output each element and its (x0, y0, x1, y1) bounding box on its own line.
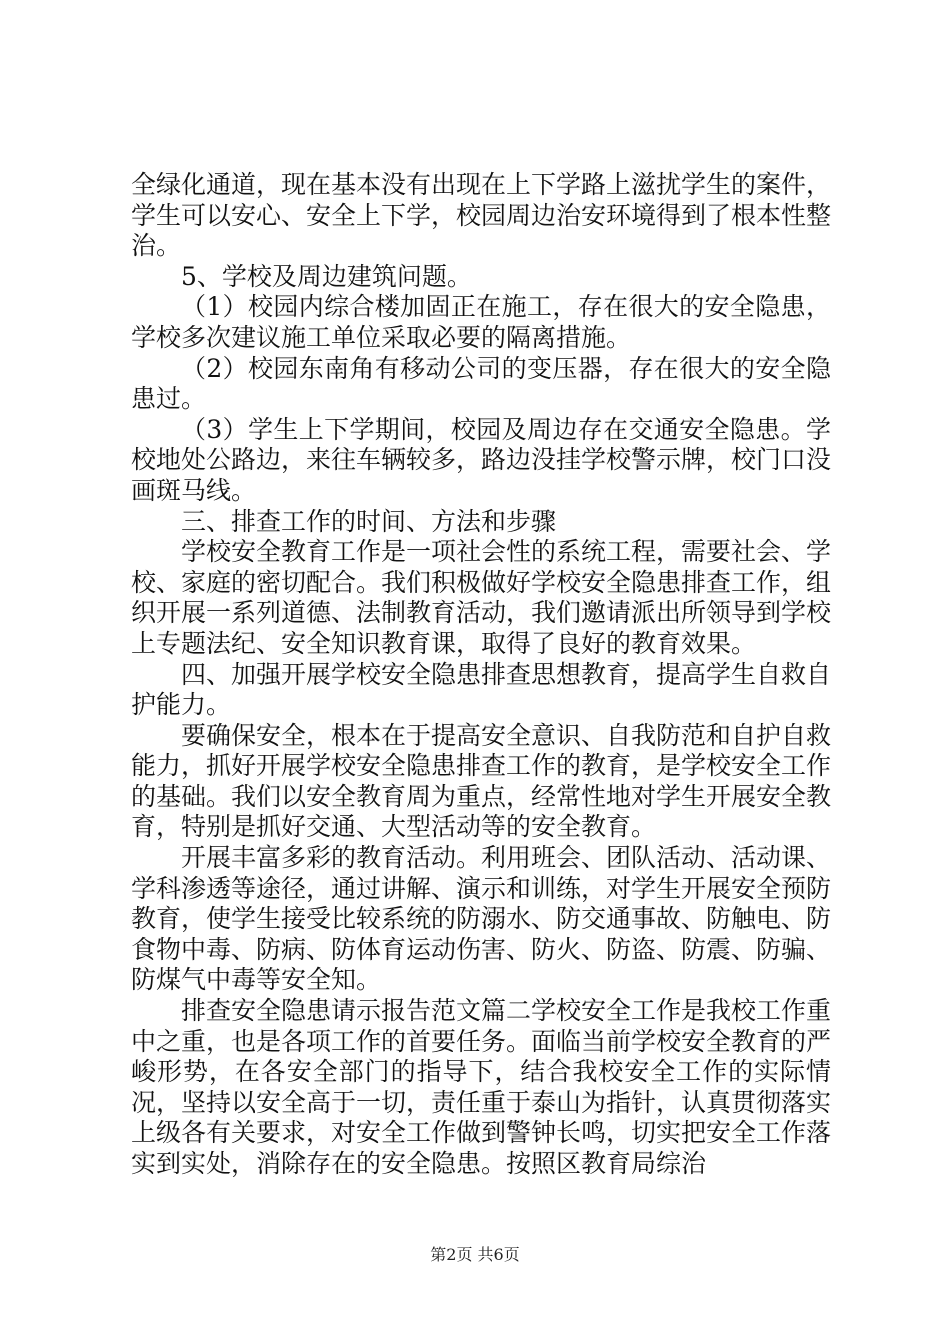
paragraph-5: （3）学生上下学期间，校园及周边存在交通安全隐患。学校地处公路边，来往车辆较多，路边没挂学校警示牌，校门口没画斑马线。 (131, 414, 832, 505)
paragraph-10: 开展丰富多彩的教育活动。利用班会、团队活动、活动课、学科渗透等途径，通过讲解、演示和训练，对学生开展安全预防教育，使学生接受比较系统的防溺水、防交通事故、防触电、防食物中毒、防病、防体育运动伤害、防火、防盗、防震、防骗、防煤气中毒等安全知。 (131, 843, 832, 995)
paragraph-8: 四、加强开展学校安全隐患排查思想教育，提高学生自救自护能力。 (131, 659, 832, 720)
paragraph-4: （2）校园东南角有移动公司的变压器，存在很大的安全隐患过。 (131, 353, 831, 414)
page-footer: 第2页 共6页 (430, 1245, 520, 1264)
paragraph-3: （1）校园内综合楼加固正在施工，存在很大的安全隐患，学校多次建议施工单位采取必要的隔离措施。 (131, 292, 831, 352)
paragraph-7: 学校安全教育工作是一项社会性的系统工程，需要社会、学校、家庭的密切配合。我们积极做好学校安全隐患排查工作，组织开展一系列道德、法制教育活动，我们邀请派出所领导到学校上专题法纪、安全知识教育课，取得了良好的教育效果。 (131, 537, 832, 658)
paragraph-1: 全绿化通道，现在基本没有出现在上下学路上滋扰学生的案件，学生可以安心、安全上下学，校园周边治安环境得到了根本性整治。 (131, 170, 832, 261)
paragraph-9: 要确保安全，根本在于提高安全意识、自我防范和自护自救能力，抓好开展学校安全隐患排查工作的教育，是学校安全工作的基础。我们以安全教育周为重点，经常性地对学生开展安全教育，特别是抓好交通、大型活动等的安全教育。 (131, 720, 832, 842)
paragraph-6: 三、排查工作的时间、方法和步骤 (181, 506, 557, 536)
paragraph-2: 5、学校及周边建筑问题。 (181, 261, 472, 291)
paragraph-11: 排查安全隐患请示报告范文篇二学校安全工作是我校工作重中之重，也是各项工作的首要任务。面临当前学校安全教育的严峻形势，在各安全部门的指导下，结合我校安全工作的实际情况，坚持以安全高于一切，责任重于泰山为指针，认真贯彻落实上级各有关要求，对安全工作做到警钟长鸣，切实把安全工作落实到实处，消除存在的安全隐患。按照区教育局综治 (131, 996, 832, 1178)
document-body (131, 170, 831, 1180)
